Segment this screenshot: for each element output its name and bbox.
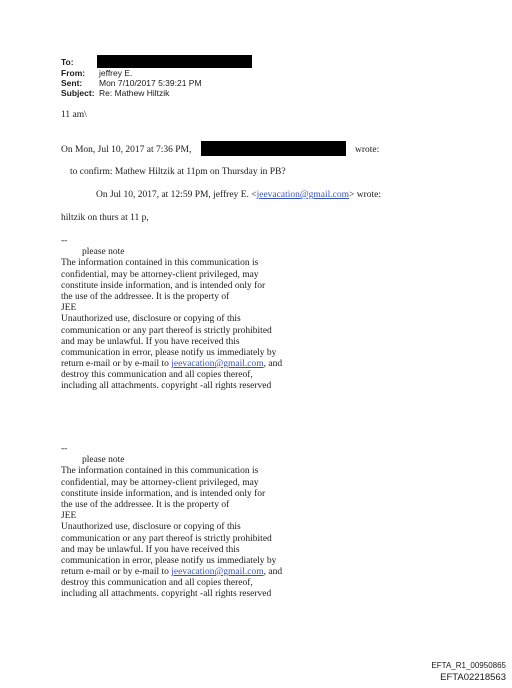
disclaimer-email-link[interactable]: jeevacation@gmail.com [171, 359, 264, 370]
disclaimer-line: constitute inside information, and is intended only for [61, 280, 266, 291]
quote2-header-suffix: > wrote: [348, 190, 381, 200]
disclaimer-line: The information contained in this communication is [61, 258, 259, 269]
disclaimer-block-2 [61, 444, 282, 601]
quote2-header [96, 190, 381, 201]
subject-value: Re: Mathew Hiltzik [99, 88, 170, 98]
subject-label: Subject: [61, 88, 95, 98]
disclaimer-line: JEE [61, 303, 77, 314]
quote1-header-suffix: wrote: [355, 145, 380, 155]
footer-id-2: EFTA02218563 [440, 672, 506, 683]
disclaimer-line: Unauthorized use, disclosure or copying of this [61, 522, 241, 533]
from-label: From: [61, 68, 86, 78]
quote2-email-link[interactable]: jeevacation@gmail.com [256, 190, 349, 200]
disclaimer-line: constitute inside information, and is intended only for [61, 488, 266, 499]
disclaimer-line: including all attachments. copyright -all rights reserved [61, 589, 272, 600]
subject-row [61, 88, 169, 98]
disclaimer-line: The information contained in this communication is [61, 466, 259, 477]
disclaimer-line: JEE [61, 511, 77, 522]
disclaimer-please-note: please note [82, 247, 125, 258]
disclaimer-line: destroy this communication and all copies thereof, [61, 578, 253, 589]
redacted-recipient [97, 55, 252, 68]
quote2-text: hiltzik on thurs at 11 p, [61, 213, 149, 223]
sent-row [61, 78, 202, 88]
sent-value: Mon 7/10/2017 5:39:21 PM [99, 78, 202, 88]
disclaimer-line: the use of the addressee. It is the property of [61, 291, 230, 302]
disclaimer-line: confidential, may be attorney-client privileged, may [61, 477, 259, 488]
disclaimer-line: communication in error, please notify us immediately by [61, 347, 277, 358]
sent-label: Sent: [61, 78, 83, 88]
disclaimer-line: Unauthorized use, disclosure or copying of this [61, 314, 241, 325]
from-row [61, 68, 132, 78]
disclaimer-email-line: return e-mail or by e-mail to jeevacation@gmail.com, and [61, 567, 283, 578]
redacted-sender [201, 141, 346, 156]
disclaimer-separator: -- [61, 444, 68, 454]
disclaimer-line: the use of the addressee. It is the property of [61, 499, 230, 510]
to-row [61, 57, 99, 67]
disclaimer-line: communication or any part thereof is strictly prohibited [61, 533, 272, 544]
disclaimer-email-link[interactable]: jeevacation@gmail.com [171, 567, 264, 578]
quote1-text: to confirm: Mathew Hiltzik at 11pm on Thursday in PB? [70, 167, 286, 177]
footer-id-1: EFTA_R1_00950865 [431, 661, 506, 670]
disclaimer-separator: -- [61, 236, 68, 246]
disclaimer-line: communication in error, please notify us immediately by [61, 555, 277, 566]
disclaimer-line: communication or any part thereof is strictly prohibited [61, 325, 272, 336]
disclaimer-line: destroy this communication and all copies thereof, [61, 370, 253, 381]
disclaimer-line: and may be unlawful. If you have received this [61, 336, 240, 347]
to-label: To: [61, 57, 74, 67]
quote2-header-prefix: On Jul 10, 2017, at 12:59 PM, jeffrey E. < [96, 190, 257, 200]
disclaimer-please-note: please note [82, 455, 125, 466]
quote1-header-prefix: On Mon, Jul 10, 2017 at 7:36 PM, [61, 145, 192, 155]
disclaimer-line: and may be unlawful. If you have received this [61, 544, 240, 555]
disclaimer-line: including all attachments. copyright -all rights reserved [61, 381, 272, 392]
from-value: jeffrey E. [99, 68, 133, 78]
disclaimer-block-1 [61, 236, 282, 393]
disclaimer-line: confidential, may be attorney-client privileged, may [61, 269, 259, 280]
reply-line: 11 am\ [61, 110, 87, 120]
disclaimer-email-line: return e-mail or by e-mail to jeevacation@gmail.com, and [61, 359, 283, 370]
